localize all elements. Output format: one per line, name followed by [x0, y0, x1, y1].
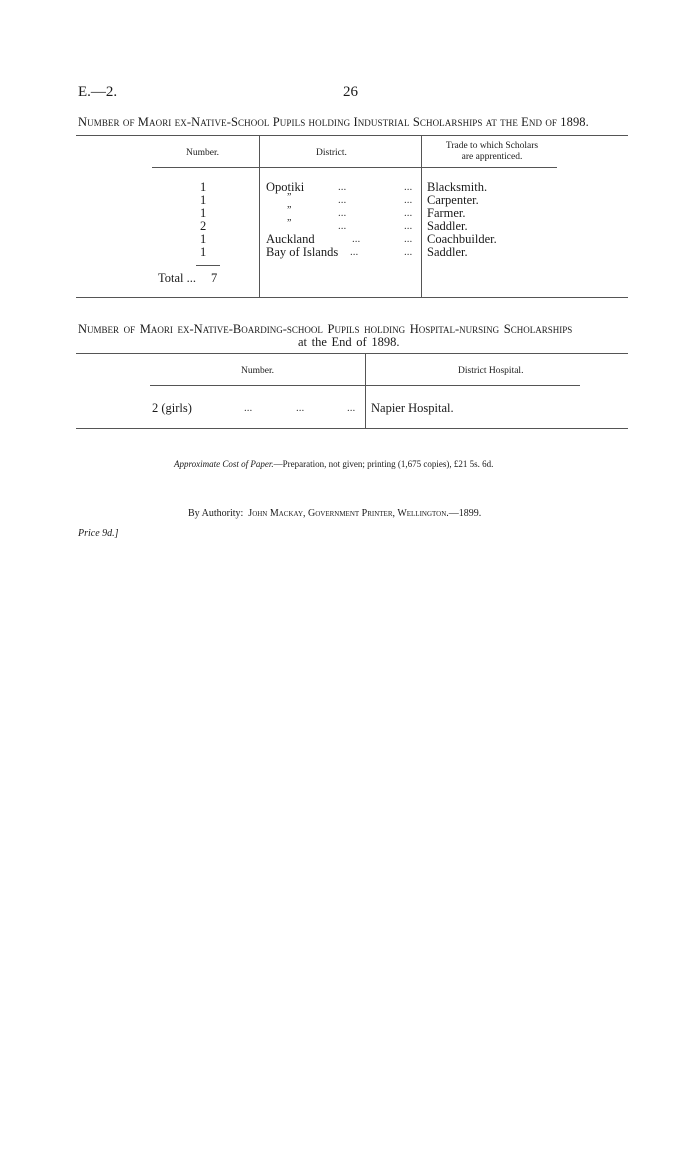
table1-total-value: 7 — [211, 271, 218, 285]
table1-header-trade-line1: Trade to which Scholars — [445, 141, 539, 151]
table1-row-trade: Saddler. — [427, 245, 468, 259]
table1-row-leader: ... — [404, 181, 413, 193]
document-reference: E.—2. — [78, 84, 118, 100]
table1-header-rule — [152, 167, 557, 168]
table1-header-trade-line2: are apprenticed. — [461, 152, 523, 162]
table2-col-divider — [365, 353, 366, 428]
table1-row-number: 1 — [200, 245, 207, 259]
table1-col-divider-1 — [259, 135, 260, 297]
table1-row-leader: ... — [350, 246, 359, 258]
table2-header-rule — [150, 385, 580, 386]
table1-row-leader: ... — [404, 233, 413, 245]
table2-row-leader: ... — [244, 402, 253, 414]
printer-credit: John Mackay, Government Printer, Wellington.—1899. — [248, 508, 482, 519]
table1-total-label: Total ... — [158, 271, 197, 285]
table2-row-hospital: Napier Hospital. — [371, 401, 454, 415]
table1-row-number: 1 — [200, 180, 207, 194]
table1-row-trade: Farmer. — [427, 206, 466, 220]
table2-header-hospital: District Hospital. — [458, 366, 524, 376]
table1-row-leader: ... — [338, 181, 347, 193]
table1-header-district: District. — [316, 148, 347, 158]
table1-row-district: ” — [287, 218, 292, 229]
table1-row-district: Opotiki — [266, 180, 305, 194]
price-note: Price 9d.] — [78, 528, 119, 539]
table1-row-number: 2 — [200, 219, 207, 233]
table1-row-trade: Coachbuilder. — [427, 232, 497, 246]
table1-row-leader: ... — [404, 220, 413, 232]
table1-row-leader: ... — [338, 220, 347, 232]
table1-row-district: ” — [287, 205, 292, 216]
table2-title-line1: Number of Maori ex-Native-Boarding-school Pupils holding Hospital-nursing Scholarships — [78, 322, 573, 336]
table1-row-leader: ... — [338, 207, 347, 219]
table2-top-rule — [76, 353, 628, 354]
paper-cost-text: —Preparation, not given; printing (1,675 copies), £21 5s. 6d. — [273, 459, 494, 469]
table1-row-district: Auckland — [266, 232, 315, 246]
table1-row-leader: ... — [338, 194, 347, 206]
table1-row-number: 1 — [200, 193, 207, 207]
authority-label: By Authority: — [188, 508, 244, 519]
table1-row-district: ” — [287, 192, 292, 203]
table1-row-trade: Carpenter. — [427, 193, 479, 207]
table2-header-number: Number. — [241, 366, 274, 376]
table1-row-leader: ... — [352, 233, 361, 245]
table1-row-number: 1 — [200, 206, 207, 220]
paper-cost-label: Approximate Cost of Paper. — [174, 459, 274, 469]
table1-row-leader: ... — [404, 207, 413, 219]
table1-total-rule — [196, 265, 220, 266]
table1-title: Number of Maori ex-Native-School Pupils holding Industrial Scholarships at the End of 1898. — [78, 115, 589, 129]
table1-row-district: Bay of Islands — [266, 245, 339, 259]
table1-row-number: 1 — [200, 232, 207, 246]
table1-row-leader: ... — [404, 194, 413, 206]
table2-row-leader: ... — [296, 402, 305, 414]
table2-bottom-rule — [76, 428, 628, 429]
table1-row-trade: Saddler. — [427, 219, 468, 233]
table1-row-trade: Blacksmith. — [427, 180, 488, 194]
table2-row-number: 2 (girls) — [152, 401, 192, 415]
page-number: 26 — [343, 84, 358, 100]
table2-title-line2: at the End of 1898. — [298, 335, 400, 349]
authority-line — [188, 508, 481, 519]
paper-cost-note — [174, 459, 493, 469]
table1-top-rule — [76, 135, 628, 136]
table1-row-leader: ... — [404, 246, 413, 258]
table1-bottom-rule — [76, 297, 628, 298]
table2-row-leader: ... — [347, 402, 356, 414]
table1-header-number: Number. — [186, 148, 219, 158]
